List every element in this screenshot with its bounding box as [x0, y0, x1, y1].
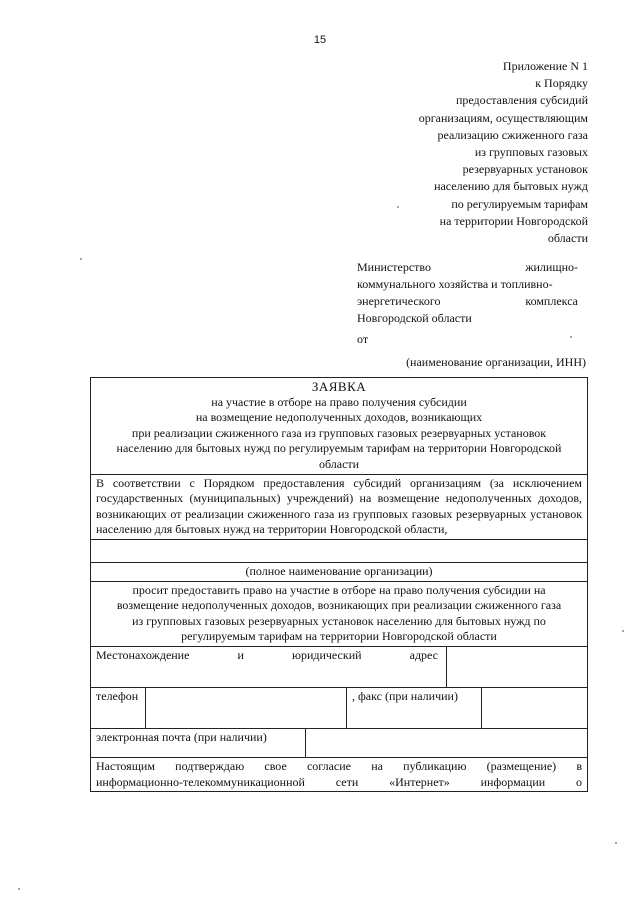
- scan-speck: [80, 258, 82, 260]
- addressee-block: [357, 259, 578, 327]
- phone-field[interactable]: [146, 687, 347, 728]
- request-text-cell: [91, 581, 588, 646]
- org-name-field[interactable]: [91, 539, 588, 562]
- appendix-line: к Порядку: [535, 76, 588, 91]
- scan-speck: [570, 336, 572, 338]
- addressee-text: энергетического: [357, 294, 441, 308]
- fax-field[interactable]: [482, 687, 588, 728]
- addressee-text: комплекса: [525, 294, 578, 308]
- form-subtitle-line: на возмещение недополученных доходов, возникающих: [195, 410, 483, 425]
- scan-speck: [397, 206, 399, 208]
- form-subtitle-line: при реализации сжиженного газа из групповых газовых резервуарных установок: [131, 425, 547, 440]
- email-field[interactable]: [306, 728, 588, 757]
- form-title: ЗАЯВКА: [311, 379, 367, 394]
- org-name-note: (полное наименование организации): [91, 562, 588, 581]
- appendix-line: Приложение N 1: [502, 59, 588, 73]
- addressee-text: жилищно-: [525, 260, 578, 274]
- appendix-line: на территории Новгородской: [439, 213, 588, 228]
- addressee-text: Министерство: [357, 260, 431, 274]
- appendix-line: по регулируемым тарифам: [451, 196, 588, 211]
- request-line: регулируемым тарифам на территории Новгородской области: [181, 629, 497, 644]
- page-number: 15: [313, 34, 327, 46]
- scan-speck: [622, 630, 624, 632]
- appendix-line: населению для бытовых нужд: [434, 179, 588, 194]
- form-subtitle-line: на участие в отборе на право получения субсидии: [211, 394, 467, 409]
- addressee-line-4: Новгородской области: [357, 311, 472, 325]
- request-line: просит предоставить право на участие в отборе на право получения субсидии на: [132, 582, 546, 597]
- addressee-line-1: [357, 259, 578, 276]
- consent-cell: [91, 757, 588, 791]
- consent-line: информационно-телекоммуникационной сети «Интернет» информации о: [96, 774, 583, 789]
- from-note: (наименование организации, ИНН): [406, 355, 586, 369]
- form-subtitle-line: населению для бытовых нужд по регулируемым тарифам на территории Новгородской: [116, 441, 562, 456]
- appendix-line: реализацию сжиженного газа: [437, 127, 588, 142]
- address-field[interactable]: [447, 646, 588, 687]
- appendix-header: [328, 58, 588, 247]
- fax-label: , факс (при наличии): [347, 687, 482, 728]
- appendix-line: резервуарных установок: [462, 162, 588, 177]
- addressee-line-2: коммунального хозяйства и топливно-: [357, 277, 553, 291]
- addressee-line-3: [357, 293, 578, 310]
- intro-text: В соответствии с Порядком предоставления субсидий организациям (за исключением государственных (муниципальных) учреждений) на возмещение недополученных доходов, возникающих от реализации сжиженного газа из групповых газовых резервуарных установок населению для бытовых нужд на территории Новгородской области,: [91, 474, 588, 539]
- from-label: от: [357, 332, 369, 346]
- scan-speck: [615, 842, 617, 844]
- request-line: возмещение недополученных доходов, возникающих при реализации сжиженного газа: [116, 598, 562, 613]
- appendix-line: предоставления субсидий: [455, 93, 588, 108]
- appendix-line: области: [547, 231, 588, 246]
- form-subtitle-line: области: [318, 456, 360, 471]
- address-label: Местонахождение и юридический адрес: [91, 646, 447, 687]
- appendix-line: организациям, осуществляющим: [418, 110, 588, 125]
- appendix-line: из групповых газовых: [474, 145, 588, 160]
- phone-label: телефон: [91, 687, 146, 728]
- consent-line: Настоящим подтверждаю свое согласие на публикацию (размещение) в: [96, 758, 583, 773]
- scan-speck: [18, 888, 20, 890]
- email-label: электронная почта (при наличии): [91, 728, 306, 757]
- request-line: из групповых газовых резервуарных установок населению для бытовых нужд по: [132, 613, 546, 628]
- application-form-table: [90, 377, 588, 792]
- form-header-cell: [91, 378, 588, 475]
